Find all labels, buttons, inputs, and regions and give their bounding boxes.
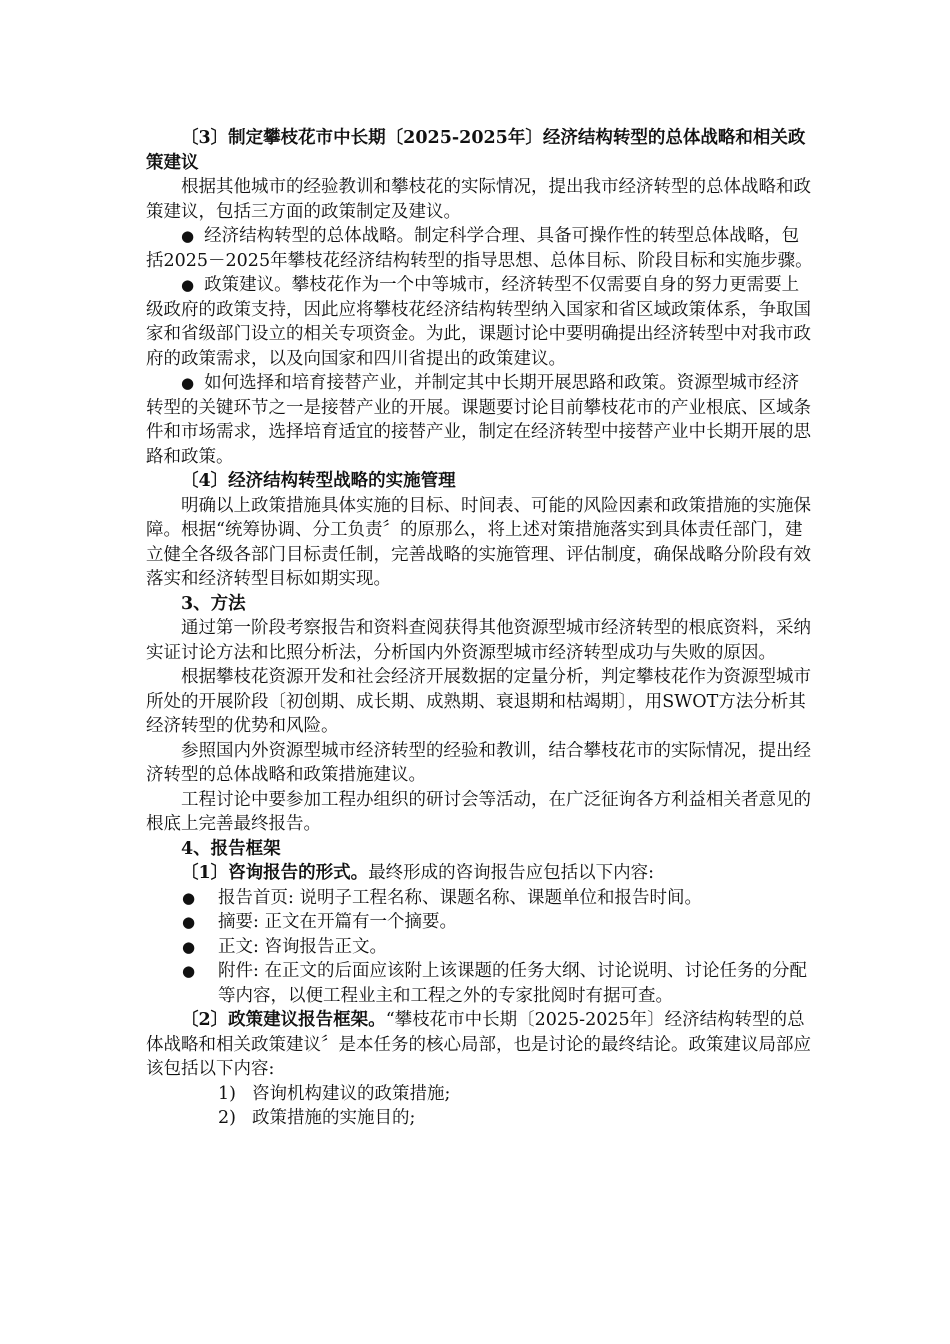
policy-framework-text: “攀枝花市中长期〔2025-2025年〕经济结构转型的总体战略和相关政策建议〞是本任务的核心局部，也是讨论的最终结论。政策建议局部应该包括以下内容: (146, 1010, 811, 1079)
bullet-text-3: 如何选择和培育接替产业，并制定其中长期开展思路和政策。资源型城市经济转型的关键环节之一是接替产业的开展。课题要讨论目前攀枝花市的产业根底、区域条件和市场需求，选择培育适宜的接替产业，制定在经济转型中接替产业中长期开展的思路和政策。 (146, 373, 811, 467)
list-item: ● 附件: 在正文的后面应该附上该课题的任务大纲、讨论说明、讨论任务的分配等内容，以便工程业主和工程之外的专家批阅时有据可查。 (182, 961, 807, 1006)
report-form-title: 〔1〕咨询报告的形式。 (181, 863, 369, 883)
report-contents-list (146, 886, 816, 1009)
bullet-icon: ● (182, 913, 196, 931)
bullet-text-1: 经济结构转型的总体战略。制定科学合理、具备可操作性的转型总体战略，包括2025－2025年攀枝花经济结构转型的指导思想、总体目标、阶段目标和实施步骤。 (146, 226, 813, 271)
report-form-text: 最终形成的咨询报告应包括以下内容: (368, 863, 655, 883)
bullet-icon: ● (181, 276, 195, 294)
bullet-icon: ● (181, 227, 195, 245)
paragraph-implementation: 明确以上政策措施具体实施的目标、时间表、可能的风险因素和政策措施的实施保障。根据“统筹协调、分工负责〞的原那么，将上述对策措施落实到具体责任部门，建立健全各级各部门目标责任制，完善战略的实施管理、评估制度，确保战略分阶段有效落实和经济转型目标如期实现。 (146, 495, 811, 589)
numbered-item: 2) 政策措施的实施目的; (218, 1108, 416, 1128)
policy-framework-paragraph (146, 1008, 816, 1082)
method-paragraph-3: 参照国内外资源型城市经济转型的经验和教训，结合攀枝花市的实际情况，提出经济转型的总体战略和政策措施建议。 (146, 740, 811, 785)
bullet-icon: ● (181, 374, 195, 392)
list-item: ● 报告首页: 说明子工程名称、课题名称、课题单位和报告时间。 (146, 886, 816, 911)
bullet-icon: ● (182, 888, 196, 907)
list-item: ● 正文: 咨询报告正文。 (146, 935, 816, 960)
section-report-heading: 4、报告框架 (181, 838, 281, 859)
method-paragraph-1: 通过第一阶段考察报告和资料查阅获得其他资源型城市经济转型的根底资料，采纳实证讨论方法和比照分析法，分析国内外资源型城市经济转型成功与失败的原因。 (146, 618, 811, 663)
list-item: ● 摘要: 正文在开篇有一个摘要。 (146, 910, 816, 935)
bullet-icon: ● (182, 937, 196, 956)
bullet-icon: ● (182, 962, 196, 980)
section-methods-heading: 3、方法 (181, 593, 246, 614)
bullet-paragraph-2 (146, 273, 816, 371)
method-paragraph-4: 工程讨论中要参加工程办组织的研讨会等活动，在广泛征询各方利益相关者意见的根底上完善最终报告。 (146, 789, 811, 834)
bullet-text-2: 政策建议。攀枝花作为一个中等城市，经济转型不仅需要自身的努力更需要上级政府的政策支持，因此应将攀枝花经济结构转型纳入国家和省区域政策体系，争取国家和省级部门设立的相关专项资金。为此，课题讨论中要明确提出经济转型中对我市政府的政策需求，以及向国家和四川省提出的政策建议。 (146, 275, 811, 369)
report-form-paragraph (146, 861, 816, 886)
numbered-item: 1) 咨询机构建议的政策措施; (218, 1083, 451, 1104)
numbered-list (146, 1082, 816, 1131)
bullet-paragraph-3 (146, 371, 816, 469)
heading-3: 〔3〕制定攀枝花市中长期〔2025-2025年〕经济结构转型的总体战略和相关政策建议 (146, 128, 806, 173)
document-page (146, 126, 816, 1131)
method-paragraph-2: 根据攀枝花资源开发和社会经济开展数据的定量分析，判定攀枝花作为资源型城市所处的开展阶段〔初创期、成长期、成熟期、衰退期和枯竭期〕，用SWOT方法分析其经济转型的优势和风险。 (146, 667, 811, 736)
paragraph-intro: 根据其他城市的经验教训和攀枝花的实际情况，提出我市经济转型的总体战略和政策建议，包括三方面的政策制定及建议。 (146, 177, 811, 222)
bullet-paragraph-1 (146, 224, 816, 273)
heading-4: 〔4〕经济结构转型战略的实施管理 (181, 471, 456, 491)
policy-framework-title: 〔2〕政策建议报告框架。 (181, 1010, 386, 1030)
